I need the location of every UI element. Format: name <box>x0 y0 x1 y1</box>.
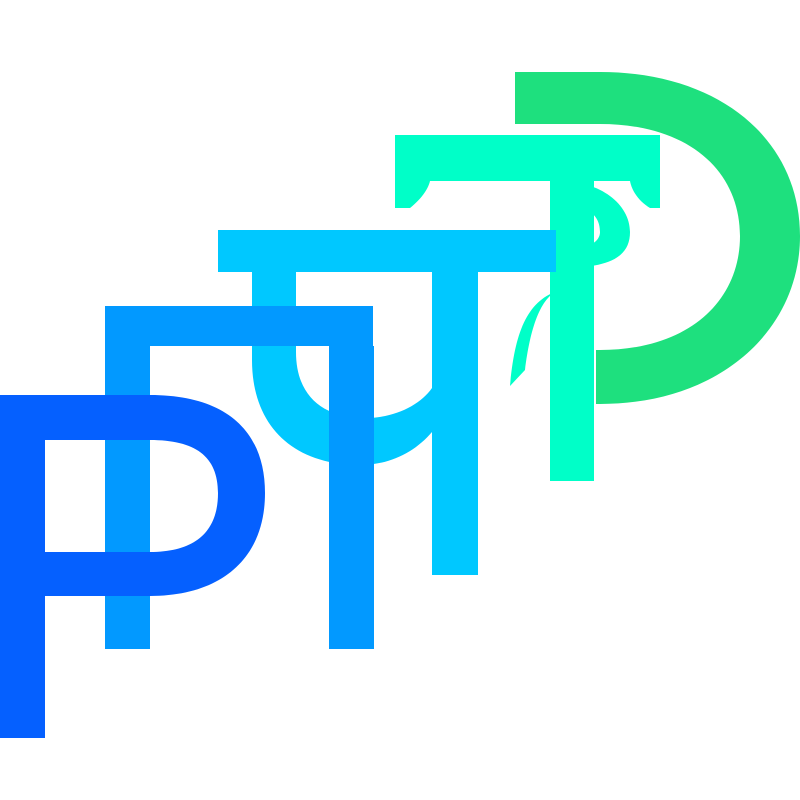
sky-headline <box>218 230 556 272</box>
blue-left-stem <box>105 346 150 649</box>
mint-stem <box>550 181 594 481</box>
mint-headline <box>395 135 660 181</box>
mint-right-curl <box>630 181 660 208</box>
mint-left-curl <box>395 181 430 208</box>
blue-right-stem <box>329 346 374 649</box>
blue-headline <box>105 306 373 346</box>
glyph-sky <box>218 230 556 575</box>
sky-right-stem <box>432 272 478 575</box>
